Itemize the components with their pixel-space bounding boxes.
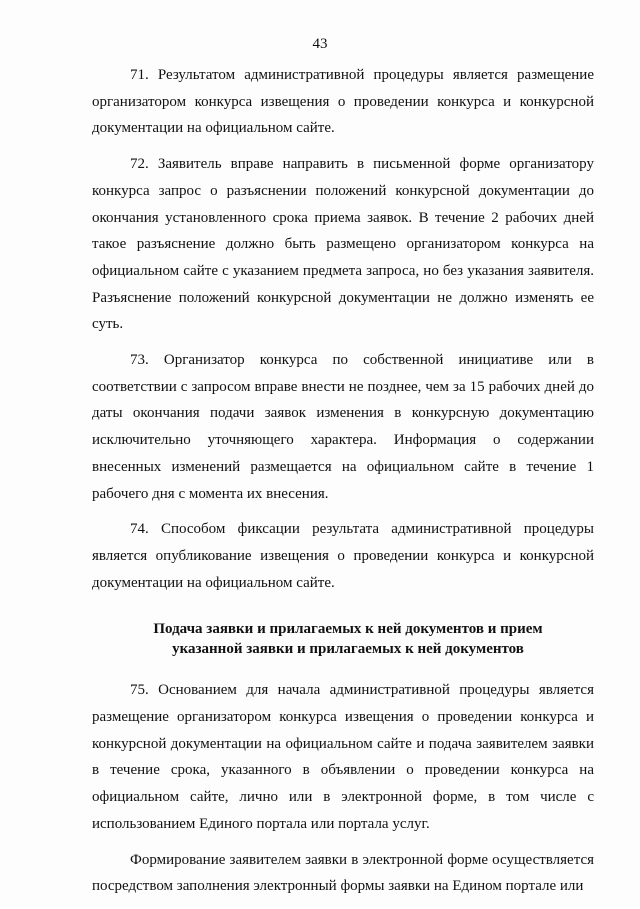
paragraph-electronic-form: Формирование заявителем заявки в электронной форме осуществляется посредством заполнения электронный формы заявки на Едином портале или — [92, 851, 594, 895]
section-heading-line-1: Подача заявки и прилагаемых к ней документов и прием — [153, 621, 543, 638]
document-body — [92, 62, 594, 909]
section-heading — [92, 619, 594, 659]
paragraph-75: 75. Основанием для начала административной процедуры является размещение организатором конкурса извещения о проведении конкурса и конкурсной документации на официальном сайте и подача заявителем заявки в течение срока, указанного в объявлении о проведении конкурса на официальном сайте, лично или в электронной форме, в том числе с использованием Единого портала или портала услуг. — [92, 682, 594, 832]
page-number: 43 — [312, 36, 328, 52]
paragraph-73: 73. Организатор конкурса по собственной инициативе или в соответствии с запросом вправе внести не позднее, чем за 15 рабочих дней до даты окончания подачи заявок изменения в конкурсную документацию исключительно уточняющего характера. Информация о содержании внесенных изменений размещается на официальном сайте в течение 1 рабочего дня с момента их внесения. — [92, 352, 594, 502]
paragraph-74: 74. Способом фиксации результата административной процедуры является опубликование извещения о проведении конкурса и конкурсной документации на официальном сайте. — [92, 521, 594, 591]
section-heading-line-2: указанной заявки и прилагаемых к ней документов — [172, 641, 524, 658]
paragraph-72: 72. Заявитель вправе направить в письменной форме организатору конкурса запрос о разъяснении положений конкурсной документации до окончания установленного срока приема заявок. В течение 2 рабочих дней такое разъяснение должно быть размещено организатором конкурса на официальном сайте с указанием предмета запроса, но без указания заявителя. Разъяснение положений конкурсной документации не должно изменять ее суть. — [92, 156, 594, 333]
paragraph-71: 71. Результатом административной процедуры является размещение организатором конкурса извещения о проведении конкурса и конкурсной документации на официальном сайте. — [92, 67, 594, 137]
